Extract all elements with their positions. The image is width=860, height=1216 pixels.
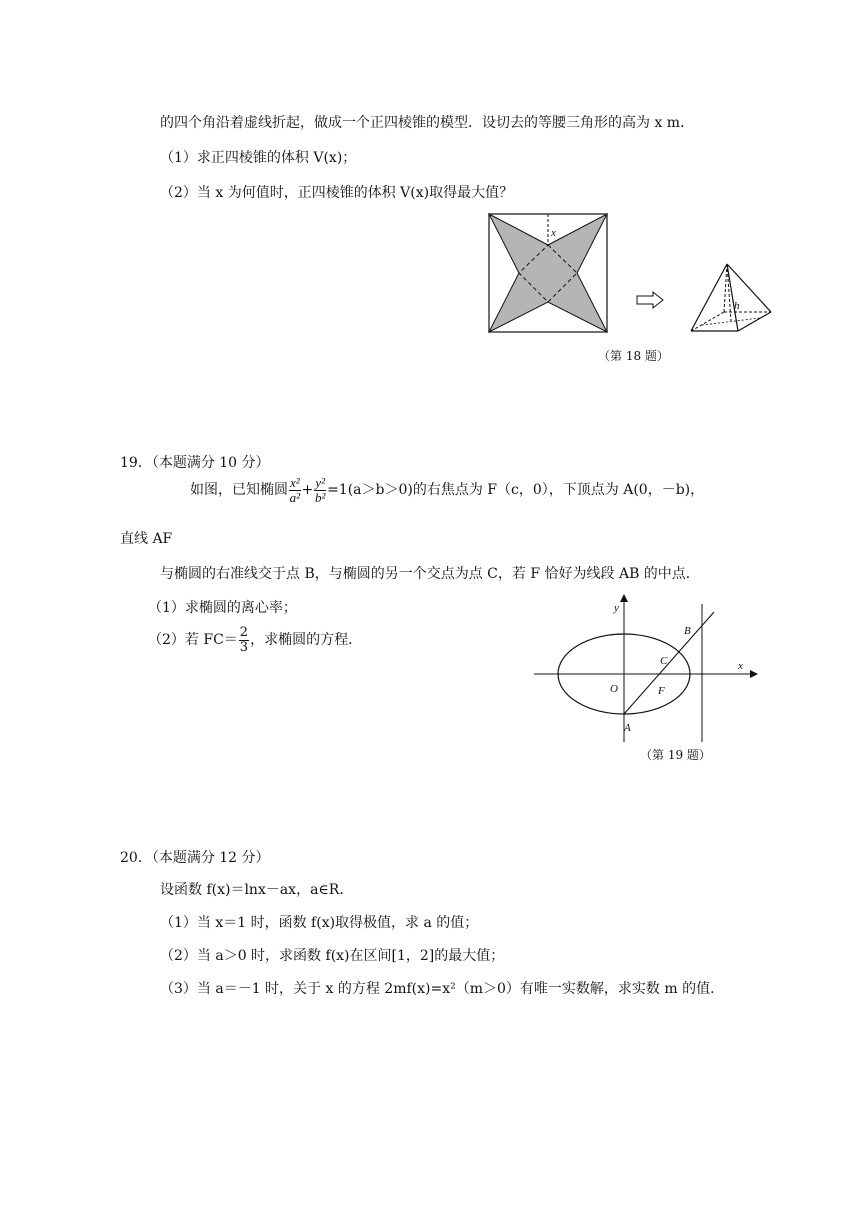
q19-figure <box>528 592 760 742</box>
q18-part2: （2）当 x 为何值时，正四棱锥的体积 V(x)取得最大值？ <box>160 185 514 201</box>
q20-part2: （2）当 a＞0 时，求函数 f(x)在区间[1，2]的最大值； <box>160 948 505 964</box>
q18-label-x: x <box>551 227 556 239</box>
q19-line-af <box>624 612 714 714</box>
q19-frac-2-3 <box>239 626 249 654</box>
q19-label-b: B <box>684 625 691 637</box>
q19-label-a: A <box>624 722 631 734</box>
q20-intro: 设函数 f(x)＝lnx－ax，a∈R． <box>160 882 354 898</box>
q18-caption: （第 18 题） <box>598 349 669 363</box>
q19-header: 19．（本题满分 10 分） <box>120 455 270 471</box>
q20-part1: （1）当 x＝1 时，函数 f(x)取得极值，求 a 的值； <box>160 915 479 931</box>
q19-frac2-den: b² <box>315 489 326 505</box>
q19-line1-pre: 如图，已知椭圆 <box>190 482 288 499</box>
q19-line2: 直线 AF <box>120 531 173 547</box>
q19-part2-post: ，求椭圆的方程． <box>250 632 363 649</box>
q19-p2-num: 2 <box>239 625 249 640</box>
q19-x-axis-arrow-icon <box>750 670 758 678</box>
q19-label-f: F <box>658 685 665 697</box>
q18-arrow-icon <box>637 292 663 308</box>
q18-part1: （1）求正四棱锥的体积 V(x)； <box>160 150 357 166</box>
q19-p2-den: 3 <box>239 639 249 655</box>
q18-label-h: h <box>734 300 740 312</box>
q19-plus: + <box>301 482 314 499</box>
q19-label-o: O <box>610 683 618 695</box>
q20-part3: （3）当 a＝－1 时，关于 x 的方程 2mf(x)=x²（m＞0）有唯一实数解，求实数 m 的值． <box>160 981 725 997</box>
q19-line1-post: =1(a＞b＞0)的右焦点为 F（c，0），下顶点为 A(0，－b)， <box>327 482 705 499</box>
q18-intro: 的四个角沿着虚线折起，做成一个正四棱锥的模型．设切去的等腰三角形的高为 x m． <box>160 115 695 131</box>
q19-part2-pre: （2）若 FC＝ <box>148 632 238 649</box>
q18-figure <box>480 205 780 340</box>
q19-label-y: y <box>614 602 619 614</box>
q19-frac1-den: a² <box>289 489 301 505</box>
q19-label-x: x <box>738 660 743 672</box>
q19-part1: （1）求椭圆的离心率； <box>148 600 297 616</box>
q20-header: 20．（本题满分 12 分） <box>120 850 270 866</box>
q19-line3: 与椭圆的右准线交于点 B，与椭圆的另一个交点为点 C，若 F 恰好为线段 AB 的中点． <box>160 566 700 582</box>
q19-part2 <box>148 626 362 654</box>
q19-frac1-num: x² <box>290 475 300 490</box>
q19-label-c: C <box>660 655 668 667</box>
q19-frac-y2-b2 <box>314 476 326 504</box>
q19-line1 <box>190 476 704 504</box>
q19-y-axis-arrow-icon <box>620 594 628 602</box>
q19-caption: （第 19 题） <box>640 748 711 762</box>
q19-frac-x2-a2 <box>289 476 301 504</box>
q18-pyramid <box>691 264 771 331</box>
q19-frac2-num: y² <box>315 475 326 490</box>
